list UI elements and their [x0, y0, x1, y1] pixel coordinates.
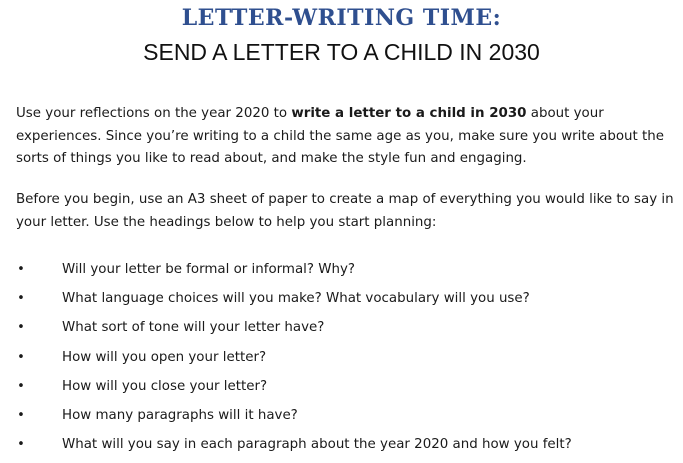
list-item-text: How will you open your letter? — [62, 349, 267, 365]
intro-bold-instruction: write a letter to a child in 2030 — [291, 106, 527, 121]
list-item-text: How will you close your letter? — [62, 378, 268, 394]
intro-paragraph — [16, 103, 681, 171]
bullet-icon: • — [17, 320, 25, 336]
list-item-text: What will you say in each paragraph about the year 2020 and how you felt? — [62, 437, 572, 453]
list-item — [0, 259, 683, 288]
planning-paragraph: Before you begin, use an A3 sheet of paper to create a map of everything you would like to say in your letter. Use the headings below to help you start planning: — [16, 192, 674, 230]
list-item-text: Will your letter be formal or informal? Why? — [62, 262, 356, 277]
list-item-text: What language choices will you make? What vocabulary will you use? — [62, 291, 530, 307]
bullet-icon: • — [17, 378, 25, 394]
list-item-text: What sort of tone will your letter have? — [62, 320, 325, 336]
page-subtitle: SEND A LETTER TO A CHILD IN 2030 — [143, 39, 540, 65]
list-item — [0, 434, 683, 463]
list-item — [0, 405, 683, 434]
list-item-text: How many paragraphs will it have? — [62, 407, 298, 423]
bullet-icon: • — [17, 262, 25, 277]
planning-questions-list — [0, 259, 683, 463]
intro-text-start: Use your reflections on the year 2020 to — [16, 106, 292, 121]
bullet-icon: • — [17, 437, 25, 453]
bullet-icon: • — [17, 349, 25, 365]
intro-text-end: about your experiences. Since you’re writing to a child the same age as you, make sure you write about the sorts of things you like to read about, and make the style fun and engaging. — [16, 106, 664, 166]
list-item — [0, 288, 683, 317]
bullet-icon: • — [17, 291, 25, 307]
list-item — [0, 347, 683, 376]
list-item — [0, 376, 683, 405]
list-item — [0, 317, 683, 346]
bullet-icon: • — [17, 407, 25, 423]
page-title: LETTER-WRITING TIME: — [181, 5, 502, 31]
